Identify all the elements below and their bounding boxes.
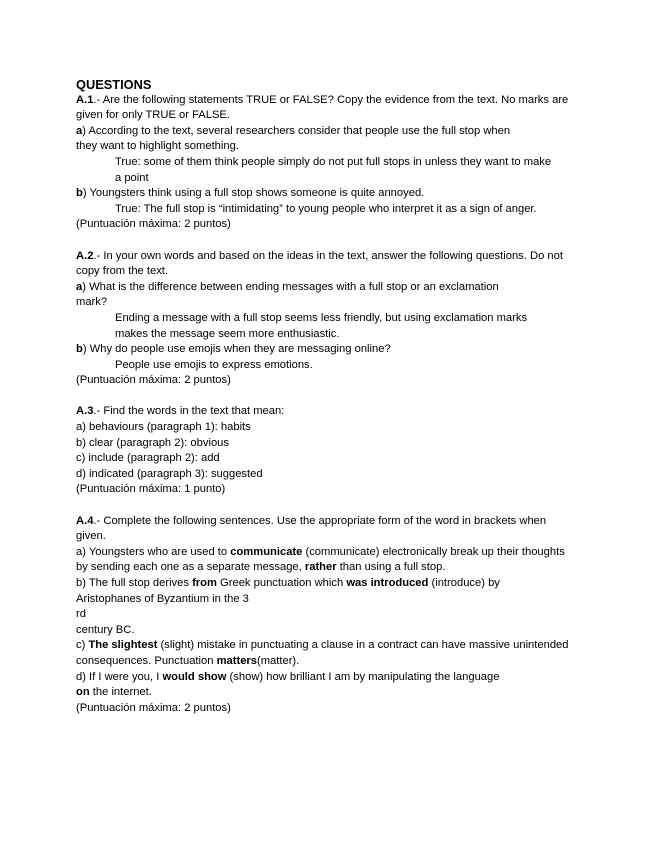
a2-a-answer-line1: Ending a message with a full stop seems less friendly, but using exclamation marks (115, 311, 528, 324)
a4-item-b-line4: century BC. (76, 623, 135, 636)
a1-a-answer-line1: True: some of them think people simply do not put full stops in unless they want to make (115, 155, 552, 168)
a4-item-c: c) The slightest (slight) mistake in punctuating a clause in a contract can have massive unintended consequences. Punctuation matters(matter). (76, 639, 569, 667)
a2-b-answer: People use emojis to express emotions. (115, 358, 313, 371)
a2-b-question: b) Why do people use emojis when they are messaging online? (76, 343, 391, 356)
a4-number: A.4 (76, 514, 94, 527)
a3-item: b) clear (paragraph 2): obvious (76, 436, 229, 449)
a3-item: a) behaviours (paragraph 1): habits (76, 421, 251, 434)
a2-a-answer-line2: makes the message seem more enthusiastic. (115, 327, 340, 340)
a1-a-answer-line2: a point (115, 171, 149, 184)
document-page (76, 77, 576, 716)
a4-item-b-line2: Aristophanes of Byzantium in the 3 (76, 592, 249, 605)
a1-number: A.1 (76, 93, 94, 106)
a4-item-a: a) Youngsters who are used to communicate (communicate) electronically break up their thoughts by sending each one as a separate message, rather than using a full stop. (76, 545, 565, 574)
a4-item-b: b) The full stop derives from Greek punctuation which was introduced (introduce) by (76, 577, 500, 589)
a1-a-question-line1: a) According to the text, several researchers consider that people use the full stop when (76, 124, 511, 137)
a2-number: A.2 (76, 249, 94, 262)
a2-a-question-line1: a) What is the difference between ending messages with a full stop or an exclamation (76, 280, 499, 293)
spacer (76, 233, 576, 249)
a3-number: A.3 (76, 405, 94, 418)
a3-item: c) include (paragraph 2): add (76, 452, 220, 465)
a4-score: (Puntuación máxima: 2 puntos) (76, 701, 231, 714)
a2-score: (Puntuación máxima: 2 puntos) (76, 374, 231, 387)
page-title: QUESTIONS (76, 77, 152, 92)
a1-a-question-line2: they want to highlight something. (76, 140, 239, 153)
a4-item-b-line3: rd (76, 608, 86, 621)
spacer (76, 389, 576, 405)
a2-a-question-line2: mark? (76, 296, 108, 309)
a1-b-answer: True: The full stop is “intimidating” to young people who interpret it as a sign of anger. (115, 202, 537, 215)
a1-prompt: A.1.- Are the following statements TRUE or FALSE? Copy the evidence from the text. No marks are given for only TRUE or FALSE. (76, 93, 569, 122)
a2-prompt: A.2.- In your own words and based on the ideas in the text, answer the following questions. Do not copy from the text. (76, 249, 563, 278)
a4-item-d: d) If I were you, I would show (show) how brilliant I am by manipulating the language (76, 670, 500, 683)
a1-score: (Puntuación máxima: 2 puntos) (76, 218, 231, 231)
a3-item: d) indicated (paragraph 3): suggested (76, 467, 263, 480)
a3-score: (Puntuación máxima: 1 punto) (76, 483, 226, 496)
a4-prompt: A.4.- Complete the following sentences. Use the appropriate form of the word in brackets when given. (76, 514, 547, 543)
a1-b-question: b) Youngsters think using a full stop shows someone is quite annoyed. (76, 187, 425, 200)
spacer (76, 498, 576, 514)
a3-prompt: A.3.- Find the words in the text that mean: (76, 405, 285, 418)
a4-item-d-line2: on the internet. (76, 686, 152, 699)
